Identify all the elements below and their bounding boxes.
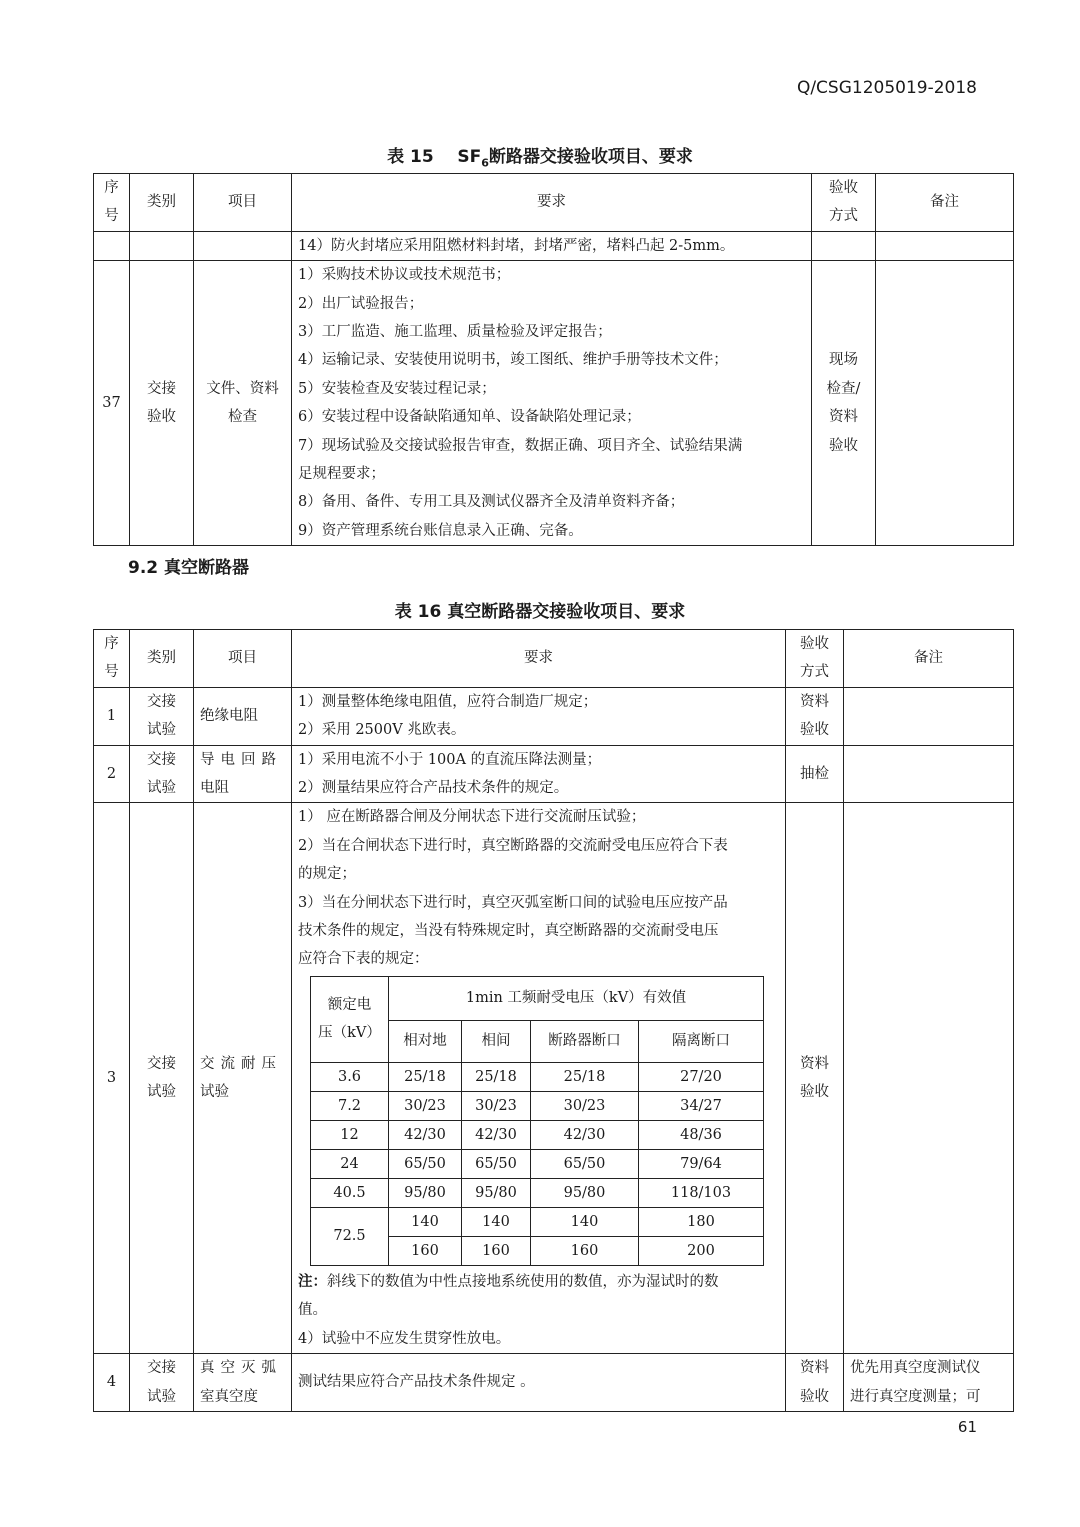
inner-cell: 30/23 [389, 1091, 462, 1120]
category-cell: 交接 试验 [130, 803, 194, 1354]
seq-cell: 2 [94, 745, 130, 803]
inner-cell: 25/18 [389, 1062, 462, 1091]
inner-cell: 160 [462, 1236, 531, 1265]
inner-cell: 34/27 [639, 1091, 764, 1120]
header-seq: 序 号 [94, 174, 130, 232]
seq-cell: 3 [94, 803, 130, 1354]
inner-cell: 27/20 [639, 1062, 764, 1091]
header-category: 类别 [130, 630, 194, 688]
table-row [94, 745, 1014, 803]
method-cell: 现场 检查/ 资料 验收 [812, 261, 876, 546]
requirement-cell: 14）防火封堵应采用阻燃材料封堵，封堵严密，堵料凸起 2-5mm。 [292, 231, 812, 260]
inner-cell: 24 [311, 1149, 389, 1178]
requirement-cell: 1）测量整体绝缘电阻值，应符合制造厂规定； 2）采用 2500V 兆欧表。 [292, 687, 786, 745]
table-16-caption: 表 16 真空断路器交接验收项目、要求 [394, 602, 686, 622]
standard-number: Q/CSG1205019-2018 [796, 78, 977, 98]
table-16 [93, 629, 1014, 1412]
inner-cell: 140 [462, 1207, 531, 1236]
col-header: 断路器断口 [531, 1020, 639, 1062]
page-number: 61 [957, 1418, 977, 1436]
table-row [94, 261, 1014, 546]
table-row [94, 231, 1014, 260]
table-15-number: 表 15 [387, 147, 434, 167]
inner-cell: 48/36 [639, 1120, 764, 1149]
table-15 [93, 173, 1014, 546]
table-header-row [94, 630, 1014, 688]
header-category: 类别 [130, 174, 194, 232]
header-item: 项目 [194, 630, 292, 688]
inner-cell: 40.5 [311, 1178, 389, 1207]
remark-cell [844, 687, 1014, 745]
requirement-cell: 1）采购技术协议或技术规范书； 2）出厂试验报告； 3）工厂监造、施工监理、质量检验及评定报告； 4）运输记录、安装使用说明书，竣工图纸、维护手册等技术文件； 5）安装检查及安装过程记录； 6）安装过程中设备缺陷通知单、设备缺陷处理记录； 7）现场试验及交接试验报告审查，数据正确、项目齐全、试验结果满 足规程要求； 8）备用、备件、专用工具及测试仪器齐全及清单资料齐备； 9）资产管理系统台账信息录入正确、完备。 [292, 261, 812, 546]
inner-cell: 25/18 [462, 1062, 531, 1091]
inner-cell: 7.2 [311, 1091, 389, 1120]
table-header-row [94, 174, 1014, 232]
table-row [94, 687, 1014, 745]
header-seq: 序 号 [94, 630, 130, 688]
method-cell: 资料 验收 [786, 1354, 844, 1412]
inner-cell: 25/18 [531, 1062, 639, 1091]
group-header: 1min 工频耐受电压（kV）有效值 [389, 976, 764, 1020]
table-15-title: 断路器交接验收项目、要求 [488, 147, 693, 167]
remark-cell [844, 803, 1014, 1354]
header-remark: 备注 [876, 174, 1014, 232]
rated-voltage-header: 额定电 压（kV） [311, 976, 389, 1062]
inner-cell: 65/50 [462, 1149, 531, 1178]
category-cell: 交接 试验 [130, 745, 194, 803]
seq-cell: 1 [94, 687, 130, 745]
category-cell: 交接 验收 [130, 261, 194, 546]
seq-cell: 4 [94, 1354, 130, 1412]
inner-cell: 95/80 [462, 1178, 531, 1207]
inner-cell: 140 [389, 1207, 462, 1236]
inner-cell: 42/30 [531, 1120, 639, 1149]
item-cell: 真空灭弧 室真空度 [194, 1354, 292, 1412]
method-cell: 资料 验收 [786, 687, 844, 745]
inner-cell: 42/30 [389, 1120, 462, 1149]
header-item: 项目 [194, 174, 292, 232]
inner-cell: 95/80 [389, 1178, 462, 1207]
inner-cell: 42/30 [462, 1120, 531, 1149]
inner-cell: 30/23 [462, 1091, 531, 1120]
item-cell: 导电回路 电阻 [194, 745, 292, 803]
requirement-cell: 1）采用电流不小于 100A 的直流压降法测量； 2）测量结果应符合产品技术条件的规定。 [292, 745, 786, 803]
requirement-cell: 测试结果应符合产品技术条件规定 。 [292, 1354, 786, 1412]
table-row [94, 1354, 1014, 1412]
sf-label: SF [457, 147, 482, 167]
inner-cell: 79/64 [639, 1149, 764, 1178]
inner-cell: 65/50 [531, 1149, 639, 1178]
method-cell: 抽检 [786, 745, 844, 803]
table-note: 注：斜线下的数值为中性点接地系统使用的数值，亦为湿试时的数 [298, 1272, 719, 1290]
inner-cell: 118/103 [639, 1178, 764, 1207]
inner-cell: 3.6 [311, 1062, 389, 1091]
remark-cell [844, 745, 1014, 803]
inner-cell: 200 [639, 1236, 764, 1265]
header-method: 验收 方式 [812, 174, 876, 232]
inner-cell: 180 [639, 1207, 764, 1236]
inner-cell: 140 [531, 1207, 639, 1236]
item-cell: 文件、资料 检查 [194, 261, 292, 546]
method-cell: 资料 验收 [786, 803, 844, 1354]
header-remark: 备注 [844, 630, 1014, 688]
col-header: 相间 [462, 1020, 531, 1062]
table-row [94, 803, 1014, 1354]
item-cell: 交流耐压 试验 [194, 803, 292, 1354]
inner-cell: 72.5 [311, 1207, 389, 1265]
remark-cell [876, 261, 1014, 546]
inner-cell: 12 [311, 1120, 389, 1149]
header-method: 验收 方式 [786, 630, 844, 688]
item-cell: 绝缘电阻 [194, 687, 292, 745]
withstand-voltage-table [310, 976, 764, 1266]
header-requirement: 要求 [292, 630, 786, 688]
col-header: 相对地 [389, 1020, 462, 1062]
col-header: 隔离断口 [639, 1020, 764, 1062]
remark-cell: 优先用真空度测试仪 进行真空度测量；可 [844, 1354, 1014, 1412]
inner-cell: 95/80 [531, 1178, 639, 1207]
sf-subscript: 6 [481, 156, 489, 170]
inner-cell: 160 [389, 1236, 462, 1265]
seq-cell: 37 [94, 261, 130, 546]
inner-cell: 65/50 [389, 1149, 462, 1178]
requirement-cell: 1） 应在断路器合闸及分闸状态下进行交流耐压试验； 2）当在合闸状态下进行时，真空断路器的交流耐受电压应符合下表 的规定； 3）当在分闸状态下进行时，真空灭弧室断口间的试验电压应按产品 技术条件的规定，当没有特殊规定时，真空断路器的交流耐受电压 应符合下表的规定： 额定电 压（kV） 1min 工频耐受电压（kV）有效值 相对地 相间 断路器断口 隔离断口 3.6 25/18 25/18 25/18 27/20 7.2 30/23 30/23 30/23 34/27 12 42/30 42/30 42/30 48/36 24 65/50 65/50 65/50 79/64 40.5 95/80 95/80 95/80 118/103 72.5 140 140 140 180 160 160 160 200 注：斜线下的数值为中性点接地系统使用的数值，亦为湿试时的数 值。 4）试验中不应发生贯穿性放电。 [292, 803, 786, 1354]
inner-cell: 30/23 [531, 1091, 639, 1120]
section-heading: 9.2 真空断路器 [128, 558, 250, 578]
category-cell: 交接 试验 [130, 1354, 194, 1412]
header-requirement: 要求 [292, 174, 812, 232]
inner-cell: 160 [531, 1236, 639, 1265]
category-cell: 交接 试验 [130, 687, 194, 745]
table-15-caption [0, 142, 1080, 169]
